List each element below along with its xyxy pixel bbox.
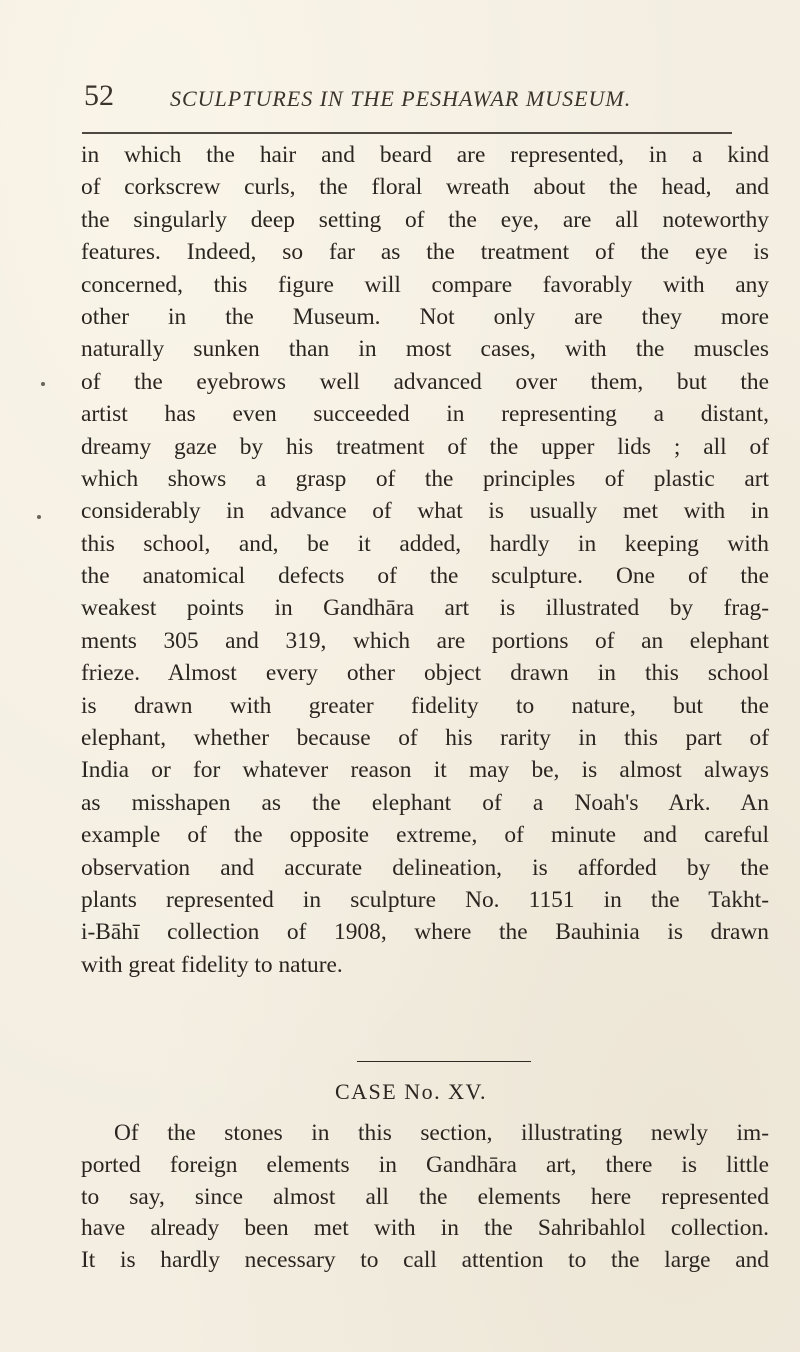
text-line: considerably in advance of what is usually met with in [81, 498, 769, 525]
text-line: example of the opposite extreme, of minute and careful [81, 822, 769, 849]
text-line: concerned, this figure will compare favorably with any [81, 271, 769, 298]
text-line: weakest points in Gandhāra art is illustrated by frag- [81, 595, 769, 622]
text-line: with great fidelity to nature. [81, 951, 343, 978]
paragraph-2 [81, 1118, 769, 1277]
section-heading: CASE No. XV. [334, 1079, 488, 1104]
text-line: is drawn with greater fidelity to nature, but the [81, 692, 769, 719]
text-line: of the eyebrows well advanced over them, but the [81, 368, 769, 395]
text-line: artist has even succeeded in representing a distant, [81, 401, 769, 428]
text-line: It is hardly necessary to call attention to the large and [81, 1247, 769, 1274]
text-line: observation and accurate delineation, is afforded by the [81, 854, 769, 881]
text-line: ported foreign elements in Gandhāra art, there is little [81, 1151, 769, 1178]
text-line: as misshapen as the elephant of a Noah's Ark. An [81, 789, 769, 816]
text-line: elephant, whether because of his rarity in this part of [81, 725, 769, 752]
text-line: frieze. Almost every other object drawn in this school [81, 660, 769, 687]
paragraph-1 [81, 139, 769, 981]
text-line: naturally sunken than in most cases, with the muscles [81, 336, 769, 363]
section-divider [357, 1061, 531, 1062]
text-line: India or for whatever reason it may be, is almost always [81, 757, 769, 784]
text-line: in which the hair and beard are represented, in a kind [81, 142, 769, 168]
text-line: this school, and, be it added, hardly in keeping with [81, 530, 769, 557]
text-line: ments 305 and 319, which are portions of an elephant [81, 627, 769, 654]
text-line: the anatomical defects of the sculpture. One of the [81, 563, 769, 590]
text-line: to say, since almost all the elements here represented [81, 1183, 769, 1210]
text-line: Of the stones in this section, illustrating newly im- [114, 1120, 769, 1146]
text-line: dreamy gaze by his treatment of the upper lids ; all of [81, 433, 769, 460]
text-line: features. Indeed, so far as the treatment of the eye is [81, 239, 769, 266]
text-line: of corkscrew curls, the floral wreath about the head, and [81, 174, 769, 201]
text-line: the singularly deep setting of the eye, are all noteworthy [81, 206, 769, 233]
text-line: i-Bāhī collection of 1908, where the Bauhinia is drawn [81, 919, 769, 946]
running-title: SCULPTURES IN THE PESHAWAR MUSEUM. [170, 86, 632, 111]
text-line: other in the Museum. Not only are they more [81, 303, 769, 330]
text-line: plants represented in sculpture No. 1151 in the Takht- [81, 886, 769, 913]
page-number: 52 [84, 79, 114, 112]
running-header [84, 76, 684, 120]
margin-mark [37, 515, 41, 519]
header-rule [82, 132, 732, 134]
margin-mark [41, 382, 45, 386]
text-line: have already been met with in the Sahribahlol collection. [81, 1215, 769, 1242]
text-line: which shows a grasp of the principles of plastic art [81, 465, 769, 492]
